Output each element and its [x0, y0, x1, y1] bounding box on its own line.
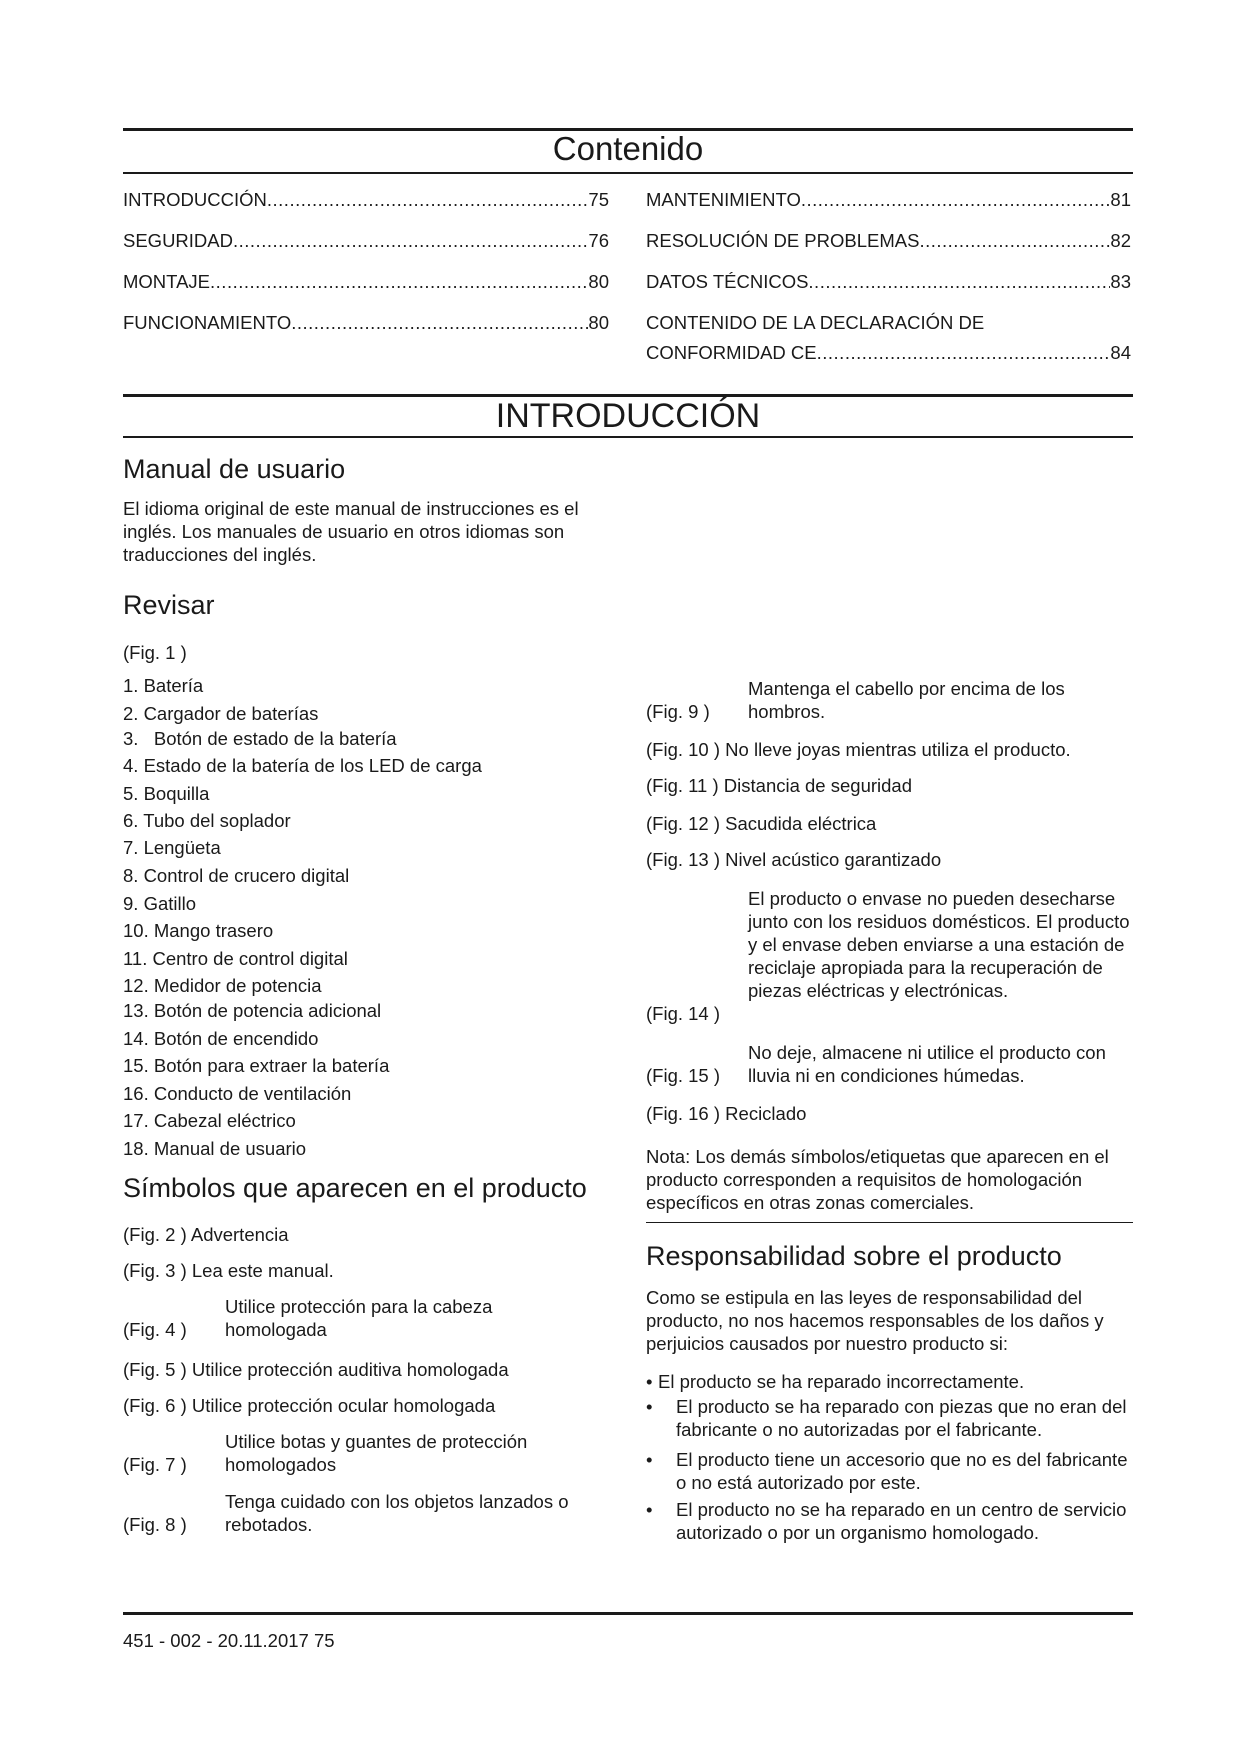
symbol-entry — [123, 1490, 613, 1536]
symbol-text: Nivel acústico garantizado — [725, 849, 942, 870]
toc-entry[interactable] — [646, 185, 1131, 226]
list-item: 5. Boquilla — [123, 783, 210, 804]
bullet-icon: • — [646, 1499, 653, 1520]
bullet-text: El producto no se ha reparado en un centro de servicio autorizado o por un organismo homologado. — [676, 1499, 1127, 1543]
toc-left — [123, 185, 609, 349]
list-item: 17. Cabezal eléctrico — [123, 1110, 296, 1131]
bullet-icon: • — [646, 1371, 653, 1392]
list-item: 13. Botón de potencia adicional — [123, 1000, 382, 1021]
note — [646, 1145, 1134, 1214]
fig-ref: (Fig. 11 ) — [646, 775, 719, 796]
toc-page: 76 — [588, 230, 609, 251]
symbol-text: Tenga cuidado con los objetos lanzados o rebotados. — [225, 1491, 569, 1535]
fig-ref: (Fig. 14 ) — [646, 1003, 721, 1024]
fig-ref: (Fig. 2 ) — [123, 1224, 187, 1245]
symbol-entry — [646, 677, 1134, 723]
toc-label: FUNCIONAMIENTO — [123, 312, 292, 333]
list-item: 15. Botón para extraer la batería — [123, 1055, 390, 1076]
toc-page: 84 — [1110, 342, 1131, 363]
revisar-fig-ref: (Fig. 1 ) — [123, 642, 187, 663]
toc-dots — [817, 338, 1111, 368]
toc-entry[interactable] — [123, 308, 609, 349]
toc-right — [646, 185, 1131, 368]
bullet-text: El producto tiene un accesorio que no es del fabricante o no está autorizado por este. — [676, 1449, 1128, 1493]
symbol-entry — [646, 738, 1071, 761]
toc-label: RESOLUCIÓN DE PROBLEMAS — [646, 230, 920, 251]
toc-page: 80 — [588, 312, 609, 333]
section-title: INTRODUCCIÓN — [495, 397, 761, 435]
list-item: 3. Botón de estado de la batería — [123, 728, 397, 749]
symbol-text: Reciclado — [725, 1103, 807, 1124]
bullet-text: El producto se ha reparado incorrectamente. — [658, 1371, 1025, 1392]
toc-label: SEGURIDAD — [123, 230, 233, 251]
fig-ref: (Fig. 10 ) — [646, 739, 721, 760]
symbol-text: Sacudida eléctrica — [725, 813, 877, 834]
symbol-entry — [123, 1295, 613, 1341]
fig-ref: (Fig. 15 ) — [646, 1065, 721, 1086]
symbol-text: Distancia de seguridad — [723, 775, 912, 796]
toc-dots — [291, 308, 588, 338]
symbol-text: Mantenga el cabello por encima de los hombros. — [748, 678, 1065, 722]
symbol-entry — [646, 812, 876, 835]
bullet-icon: • — [646, 1396, 653, 1417]
list-item: 6. Tubo del soplador — [123, 810, 291, 831]
toc-label: MONTAJE — [123, 271, 211, 292]
toc-entry-multiline[interactable] — [646, 308, 1131, 368]
toc-dots — [233, 226, 588, 256]
list-item: 18. Manual de usuario — [123, 1138, 307, 1159]
liability-bullet — [646, 1448, 1136, 1494]
symbol-entry — [123, 1259, 334, 1282]
symbol-entry — [123, 1358, 509, 1381]
footer-rule — [123, 1612, 1133, 1615]
symbol-text: Advertencia — [190, 1224, 289, 1245]
liability-bullet — [646, 1370, 1136, 1393]
symbol-entry — [646, 774, 912, 797]
toc-page: 75 — [588, 189, 609, 210]
toc-label-line1: CONTENIDO DE LA DECLARACIÓN DE — [646, 312, 985, 333]
fig-ref: (Fig. 13 ) — [646, 849, 721, 870]
toc-entry[interactable] — [123, 267, 609, 308]
toc-entry[interactable] — [646, 226, 1131, 267]
note-label: Nota: — [646, 1146, 691, 1167]
page-number: 75 — [313, 1630, 335, 1651]
note-text: Los demás símbolos/etiquetas que aparecen en el producto corresponden a requisitos de homologación específicos en otras zonas comerciales. — [646, 1146, 1109, 1213]
list-item: 8. Control de crucero digital — [123, 865, 350, 886]
toc-entry[interactable] — [646, 267, 1131, 308]
fig-ref: (Fig. 8 ) — [123, 1514, 187, 1535]
liability-bullet — [646, 1498, 1136, 1544]
fig-ref: (Fig. 7 ) — [123, 1454, 187, 1475]
toc-page: 82 — [1110, 230, 1131, 251]
symbol-entry — [123, 1394, 495, 1417]
symbol-entry — [123, 1430, 613, 1476]
manual-heading: Manual de usuario — [123, 454, 346, 484]
liability-intro — [646, 1286, 1136, 1355]
liability-paragraph: Como se estipula en las leyes de responsabilidad del producto, no nos hacemos responsables de los daños y perjuicios causados por nuestro producto si: — [646, 1287, 1104, 1354]
list-item: 12. Medidor de potencia — [123, 975, 322, 996]
note-rule — [646, 1222, 1133, 1223]
symbol-text: Utilice protección auditiva homologada — [191, 1359, 509, 1380]
toc-dots — [808, 267, 1110, 297]
toc-dots — [210, 267, 588, 297]
list-item: 16. Conducto de ventilación — [123, 1083, 352, 1104]
toc-label: MANTENIMIENTO — [646, 189, 801, 210]
symbol-entry — [646, 1041, 1134, 1087]
symbol-text: Utilice botas y guantes de protección homologados — [225, 1431, 528, 1475]
toc-label: INTRODUCCIÓN — [123, 189, 267, 210]
manual-text — [123, 497, 613, 566]
symbol-text: No lleve joyas mientras utiliza el producto. — [725, 739, 1071, 760]
footer — [123, 1630, 335, 1652]
symbol-entry — [123, 1223, 289, 1246]
revisar-heading: Revisar — [123, 590, 215, 620]
symbol-text: El producto o envase no pueden desecharse junto con los residuos domésticos. El producto y el envase deben enviarse a una estación de reciclaje apropiada para la recuperación de piezas eléctricas y electrónicas. — [748, 888, 1130, 1001]
bullet-text: El producto se ha reparado con piezas que no eran del fabricante o no autorizadas por el fabricante. — [676, 1396, 1127, 1440]
symbol-entry — [646, 1102, 806, 1125]
list-item: 9. Gatillo — [123, 893, 197, 914]
toc-dots — [267, 185, 589, 215]
contents-title: Contenido — [552, 130, 704, 167]
fig-ref: (Fig. 16 ) — [646, 1103, 721, 1124]
symbol-text: No deje, almacene ni utilice el producto con lluvia ni en condiciones húmedas. — [748, 1042, 1106, 1086]
toc-label: CONFORMIDAD CE — [646, 342, 817, 363]
manual-paragraph: El idioma original de este manual de instrucciones es el inglés. Los manuales de usuario en otros idiomas son traducciones del inglés. — [123, 498, 579, 565]
symbol-text: Utilice protección ocular homologada — [191, 1395, 496, 1416]
toc-page: 80 — [588, 271, 609, 292]
intro-bottom-rule — [123, 436, 1133, 438]
symbol-entry — [646, 848, 941, 871]
liability-bullet — [646, 1395, 1136, 1441]
fig-ref: (Fig. 5 ) — [123, 1359, 187, 1380]
list-item: 4. Estado de la batería de los LED de carga — [123, 755, 482, 776]
symbol-entry — [646, 887, 1134, 1025]
liability-heading: Responsabilidad sobre el producto — [646, 1241, 1062, 1271]
toc-label: DATOS TÉCNICOS — [646, 271, 809, 292]
symbol-text: Lea este manual. — [191, 1260, 334, 1281]
list-item: 11. Centro de control digital — [123, 948, 348, 969]
fig-ref: (Fig. 12 ) — [646, 813, 721, 834]
bullet-icon: • — [646, 1449, 653, 1470]
toc-dots — [919, 226, 1110, 256]
list-item: 14. Botón de encendido — [123, 1028, 319, 1049]
toc-page: 81 — [1110, 189, 1131, 210]
list-item: 2. Cargador de baterías — [123, 703, 319, 724]
fig-ref: (Fig. 6 ) — [123, 1395, 187, 1416]
fig-ref: (Fig. 4 ) — [123, 1319, 187, 1340]
fig-ref: (Fig. 9 ) — [646, 701, 710, 722]
list-item: 1. Batería — [123, 675, 204, 696]
symbols-heading: Símbolos que aparecen en el producto — [123, 1173, 587, 1203]
list-item: 7. Lengüeta — [123, 837, 221, 858]
toc-page: 83 — [1110, 271, 1131, 292]
toc-entry[interactable] — [123, 185, 609, 226]
footer-text: 451 - 002 - 20.11.2017 — [123, 1630, 309, 1651]
toc-entry[interactable] — [123, 226, 609, 267]
list-item: 10. Mango trasero — [123, 920, 274, 941]
symbol-text: Utilice protección para la cabeza homologada — [225, 1296, 493, 1340]
contents-rule — [123, 172, 1133, 174]
toc-dots — [801, 185, 1111, 215]
fig-ref: (Fig. 3 ) — [123, 1260, 187, 1281]
